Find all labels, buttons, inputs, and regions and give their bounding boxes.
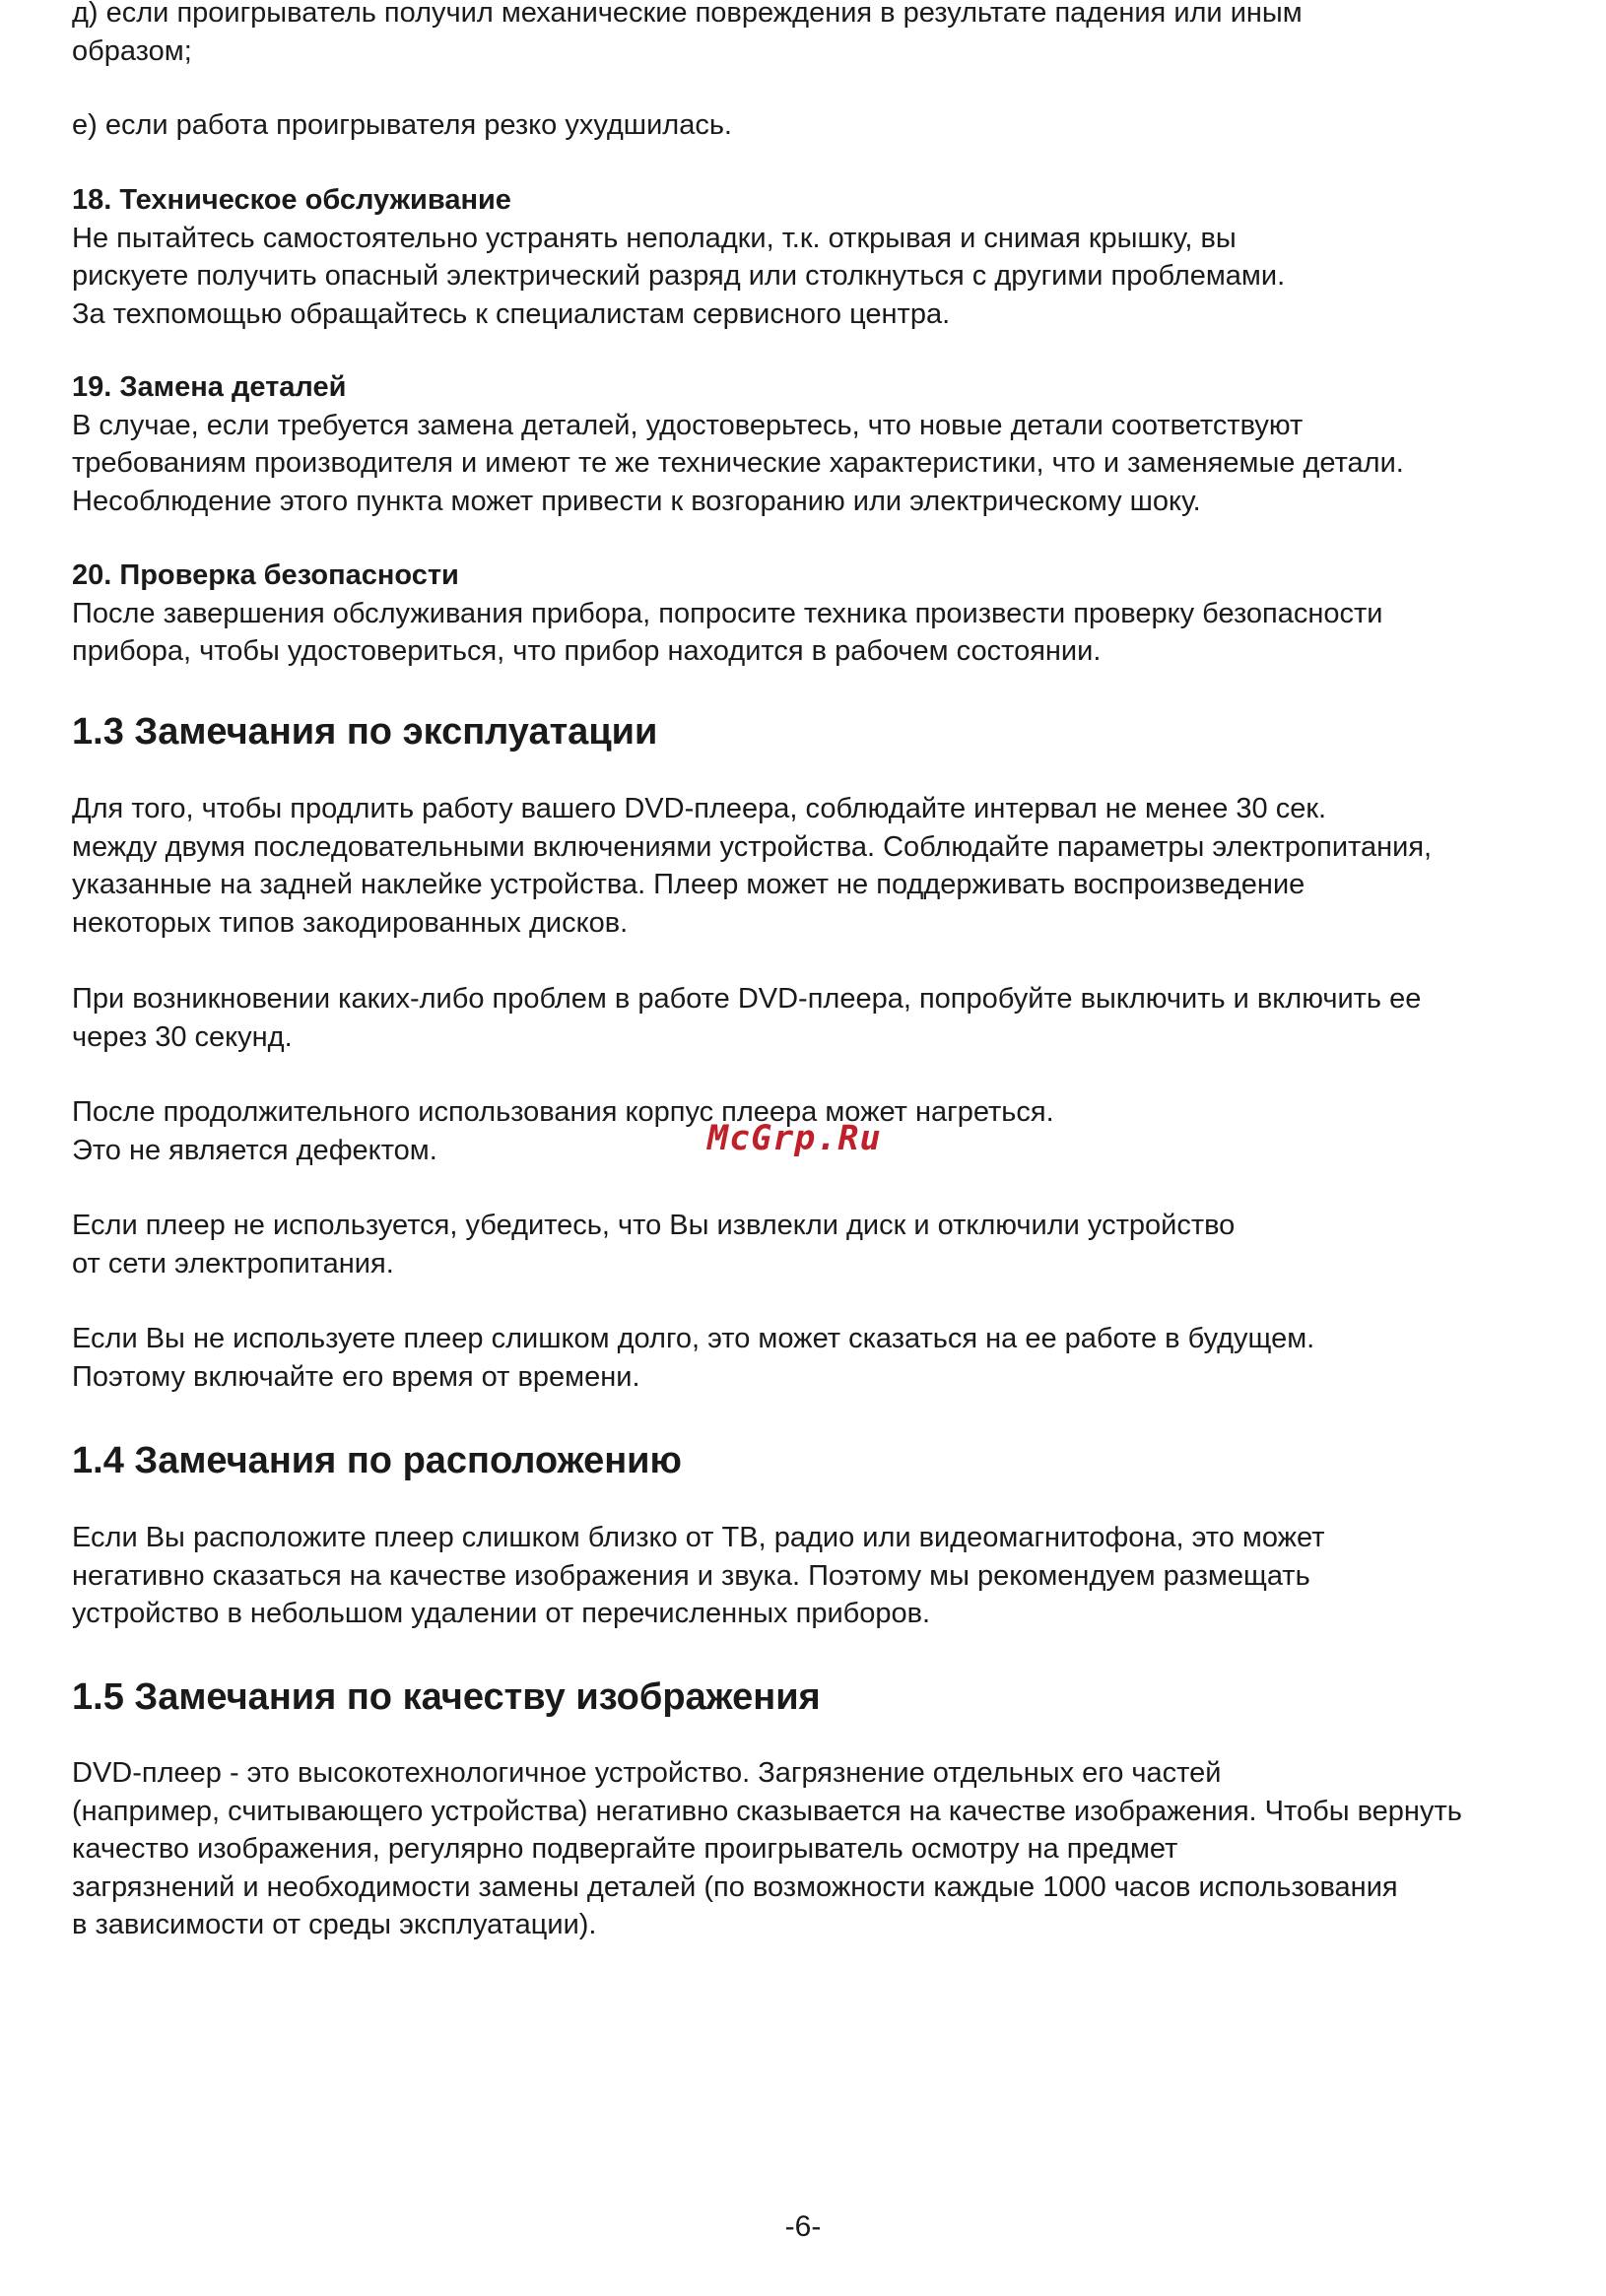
paragraph — [72, 1320, 1314, 1396]
section-18-title: 18. Техническое обслуживание — [72, 184, 511, 216]
paragraph — [72, 980, 1421, 1056]
text-line: После завершения обслуживания прибора, попросите техника произвести проверку безопасности — [72, 597, 1383, 629]
text-line: прибора, чтобы удостовериться, что прибор находится в рабочем состоянии. — [72, 635, 1102, 667]
text-line: качество изображения, регулярно подвергайте проигрыватель осмотру на предмет — [72, 1833, 1178, 1865]
section-19-title: 19. Замена деталей — [72, 371, 347, 403]
text-line: Несоблюдение этого пункта может привести к возгоранию или электрическому шоку. — [72, 485, 1201, 517]
text-line: Если Вы не используете плеер слишком долго, это может сказаться на ее работе в будущем. — [72, 1323, 1315, 1354]
section-20-title: 20. Проверка безопасности — [72, 559, 459, 591]
text-line: Если плеер не используется, убедитесь, что Вы извлекли диск и отключили устройство — [72, 1210, 1236, 1241]
text-line: После продолжительного использования корпус плеера может нагреться. — [72, 1096, 1054, 1128]
text-line: е) если работа проигрывателя резко ухудшилась. — [72, 109, 732, 141]
text-line: рискуете получить опасный электрический разряд или столкнуться с другими проблемами. — [72, 260, 1286, 292]
text-line: через 30 секунд. — [72, 1020, 293, 1053]
text-line: В случае, если требуется замена деталей, удостоверьтесь, что новые детали соответствуют — [72, 409, 1304, 441]
text-line: требованиям производителя и имеют те же технические характеристики, что и заменяемые детали. — [72, 447, 1404, 479]
paragraph — [72, 1519, 1325, 1633]
text-line: Это не является дефектом. — [72, 1134, 437, 1166]
text-line: Для того, чтобы продлить работу вашего DVD-плеера, соблюдайте интервал не менее 30 сек. — [72, 793, 1327, 824]
text-line: в зависимости от среды эксплуатации). — [72, 1909, 597, 1940]
section-heading-1-4: 1.4 Замечания по расположению — [72, 1440, 682, 1481]
section-heading-1-3: 1.3 Замечания по эксплуатации — [72, 711, 658, 753]
text-line: устройство в небольшом удалении от перечисленных приборов. — [72, 1598, 931, 1629]
text-line: между двумя последовательными включениями устройства. Соблюдайте параметры электропитания, — [72, 830, 1433, 863]
text-line: от сети электропитания. — [72, 1247, 394, 1279]
watermark: McGrp.Ru — [707, 1119, 882, 1158]
text-line: некоторых типов закодированных дисков. — [72, 906, 629, 939]
section-18 — [72, 181, 1285, 333]
text-line: загрязнений и необходимости замены деталей (по возможности каждые 1000 часов использования — [72, 1870, 1398, 1903]
text-line: д) если проигрыватель получил механические повреждения в результате падения или иным — [72, 0, 1303, 29]
text-line: При возникновении каких-либо проблем в работе DVD-плеера, попробуйте выключить и включить ее — [72, 983, 1422, 1015]
text-line: негативно сказаться на качестве изображения и звука. Поэтому мы рекомендуем размещать — [72, 1559, 1310, 1592]
list-item-e — [72, 106, 732, 145]
text-line: образом; — [72, 34, 192, 67]
text-line: Не пытайтесь самостоятельно устранять неполадки, т.к. открывая и снимая крышку, вы — [72, 222, 1237, 254]
paragraph — [72, 1207, 1235, 1282]
text-line: Если Вы расположите плеер слишком близко от ТВ, радио или видеомагнитофона, это может — [72, 1522, 1325, 1553]
section-20 — [72, 557, 1383, 671]
paragraph — [72, 1093, 1054, 1169]
paragraph — [72, 790, 1432, 942]
section-heading-1-5: 1.5 Замечания по качеству изображения — [72, 1676, 821, 1718]
text-line: (например, считывающего устройства) негативно сказывается на качестве изображения. Чтобы вернуть — [72, 1795, 1462, 1827]
text-line: DVD-плеер - это высокотехнологичное устройство. Загрязнение отдельных его частей — [72, 1757, 1222, 1789]
list-item-d — [72, 0, 1303, 70]
text-line: За техпомощью обращайтесь к специалистам сервисного центра. — [72, 297, 951, 330]
text-line: Поэтому включайте его время от времени. — [72, 1360, 640, 1393]
page-number: -6- — [784, 2210, 822, 2243]
paragraph — [72, 1754, 1462, 1944]
section-19 — [72, 368, 1404, 520]
text-line: указанные на задней наклейке устройства. Плеер может не поддерживать воспроизведение — [72, 869, 1305, 900]
